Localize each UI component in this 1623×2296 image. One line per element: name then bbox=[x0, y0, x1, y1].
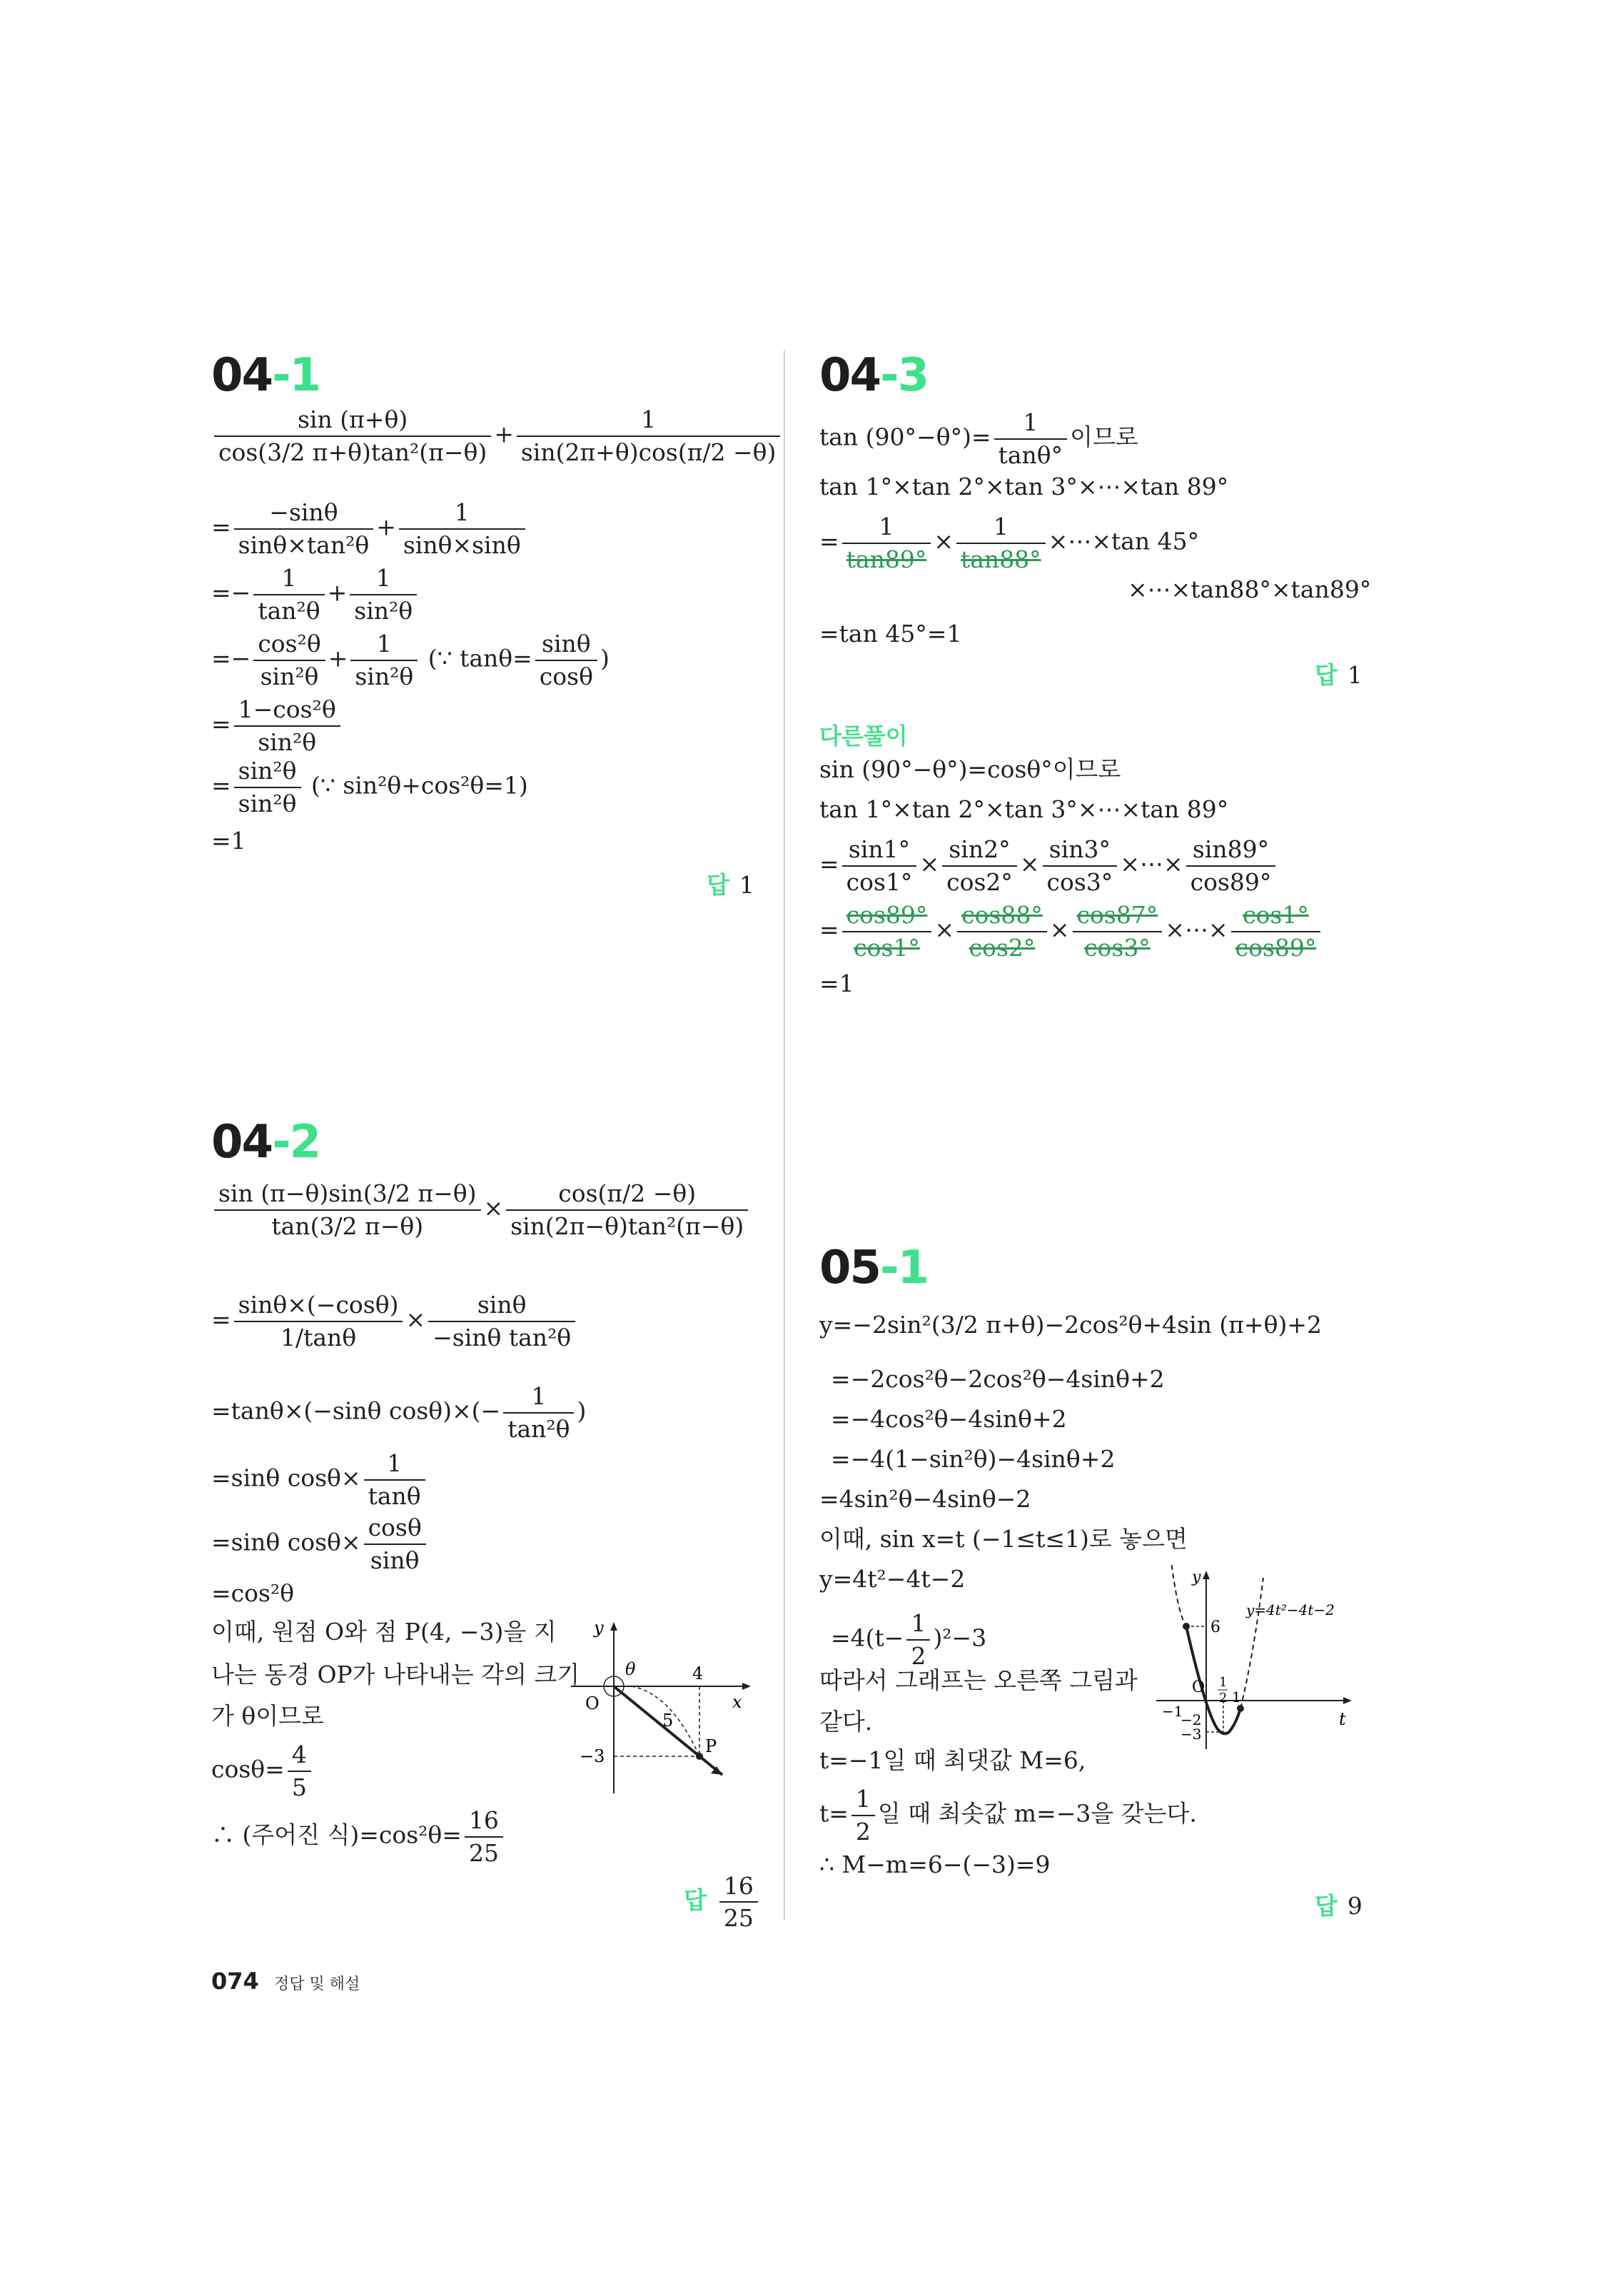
eq-051-11: t=−1일 때 최댓값 M=6, bbox=[819, 1746, 1086, 1774]
answer-043 bbox=[1315, 657, 1362, 690]
fraction bbox=[1073, 901, 1163, 962]
numerator: sin3° bbox=[1043, 835, 1118, 867]
graph-label-minus1: −1 bbox=[1162, 1703, 1183, 1720]
numerator: 1 bbox=[364, 1449, 425, 1481]
fraction bbox=[719, 1872, 758, 1932]
expression-tail: ×⋯×tan 45° bbox=[1048, 527, 1200, 555]
eq-051-2: =−2cos²θ−2cos²θ−4sinθ+2 bbox=[831, 1365, 1165, 1393]
fraction bbox=[364, 1449, 425, 1510]
denominator: −sinθ tan²θ bbox=[433, 1323, 572, 1351]
denominator: tan88° bbox=[961, 545, 1041, 573]
numerator: sin89° bbox=[1186, 835, 1276, 867]
heading-04-3 bbox=[819, 349, 929, 402]
y-arrow bbox=[610, 1622, 617, 1631]
answer-label: 답 bbox=[1315, 661, 1338, 689]
numerator: cos88° bbox=[957, 901, 1047, 932]
answer-value: 1 bbox=[739, 871, 754, 899]
eq-043-5: =tan 45°=1 bbox=[819, 620, 962, 648]
numerator: 1 bbox=[399, 498, 525, 530]
eq-042-7 bbox=[211, 1741, 314, 1801]
fraction bbox=[399, 498, 525, 559]
fraction bbox=[253, 630, 325, 690]
graph-label-6: 6 bbox=[1210, 1618, 1220, 1636]
graph-label-4: 4 bbox=[692, 1663, 704, 1683]
page-number: 074 bbox=[211, 1968, 259, 1995]
denominator: 1/tanθ bbox=[280, 1323, 357, 1351]
heading-dash: - bbox=[272, 349, 290, 402]
eq-051-1: y=−2sin²(3/2 π+θ)−2cos²θ+4sin (π+θ)+2 bbox=[819, 1311, 1322, 1339]
heading-05-1 bbox=[819, 1242, 929, 1294]
denominator: 5 bbox=[291, 1773, 307, 1801]
graph-label-minus3: −3 bbox=[1180, 1726, 1202, 1743]
numerator: sinθ bbox=[535, 630, 597, 661]
answer-label: 답 bbox=[684, 1886, 707, 1914]
denominator: tanθ° bbox=[998, 440, 1063, 469]
eq-042-8 bbox=[211, 1806, 506, 1867]
denominator: cos1° bbox=[854, 933, 920, 962]
answer-051 bbox=[1315, 1888, 1362, 1921]
numerator: 4 bbox=[288, 1741, 311, 1772]
numerator: 16 bbox=[465, 1806, 503, 1838]
numerator: 1 bbox=[994, 408, 1068, 440]
numerator: cos²θ bbox=[253, 630, 325, 661]
numerator: 1 bbox=[851, 1785, 875, 1816]
heading-number: 05 bbox=[819, 1242, 881, 1294]
y-arrow bbox=[1203, 1571, 1210, 1579]
fraction bbox=[364, 1514, 426, 1574]
parabola-dashed-left bbox=[1171, 1564, 1186, 1626]
fraction bbox=[234, 695, 340, 756]
eq-041-4: =− $\frac{\text{cos²θ}}{\text{sin²θ}}$ + $\frac{1}{\text{sin²θ}}$ (∵ tanθ= $\frac{\sin\theta}{\cos\theta}$ ) bbox=[211, 630, 610, 690]
graph-label-y: y bbox=[1192, 1569, 1201, 1586]
numerator: cos87° bbox=[1073, 901, 1163, 932]
fraction bbox=[350, 630, 418, 690]
eq-041-1: $\frac{\sin (\pi+\theta)}{\text{cos(3/2 π+θ)tan²(π−θ)}}$ + $\frac{1}{\sin(2\pi+\theta)\cos(\pi/2 -\theta)}$ bbox=[211, 406, 783, 466]
numerator: sin (π+θ) bbox=[214, 406, 491, 437]
fraction bbox=[956, 513, 1046, 573]
numerator: 1 bbox=[350, 630, 418, 661]
numerator: cos(π/2 −θ) bbox=[506, 1179, 748, 1211]
denominator: sin(2π−θ)tan²(π−θ) bbox=[510, 1212, 744, 1240]
parabola-graph bbox=[1149, 1564, 1363, 1771]
fraction bbox=[1043, 835, 1118, 896]
fraction bbox=[851, 1785, 875, 1846]
answer-042 bbox=[684, 1872, 761, 1932]
answer-label: 답 bbox=[707, 871, 729, 899]
fraction bbox=[1186, 835, 1276, 896]
numerator: −sinθ bbox=[234, 498, 374, 530]
denominator: sin(2π+θ)cos(π/2 −θ) bbox=[520, 438, 777, 466]
denominator: cosθ bbox=[539, 662, 593, 690]
numerator: 1 bbox=[253, 564, 324, 595]
heading-sub: 1 bbox=[289, 349, 320, 402]
point-p bbox=[696, 1753, 703, 1760]
denominator: sinθ×tan²θ bbox=[238, 530, 370, 559]
footer-title: 정답 및 해설 bbox=[274, 1975, 360, 1993]
denominator: tan²θ bbox=[507, 1414, 570, 1443]
denominator: cos89° bbox=[1235, 933, 1317, 962]
fraction bbox=[1231, 901, 1321, 962]
numerator: cos1° bbox=[1231, 901, 1321, 932]
denominator: cos(3/2 π+θ)tan²(π−θ) bbox=[218, 438, 487, 466]
heading-04-1 bbox=[211, 349, 320, 402]
graph-label-half-n: 1 bbox=[1219, 1675, 1228, 1690]
alt-043-4: = $\frac{\cos 89^\circ}{\cos 1^\circ}$ × $\frac{\cos 88^\circ}{\cos 2^\circ}$ × $\frac{\cos 87^\circ}{\cos 3^\circ}$ ×⋯× $\frac{\cos 1^\circ}{\cos 89^\circ}$ bbox=[819, 901, 1323, 962]
numerator: 16 bbox=[719, 1872, 758, 1903]
numerator: 1 bbox=[956, 513, 1046, 544]
denominator: tan(3/2 π−θ) bbox=[271, 1212, 424, 1240]
fraction bbox=[465, 1806, 503, 1867]
heading-sub: 3 bbox=[897, 349, 929, 402]
eq-051-13: ∴ M−m=6−(−3)=9 bbox=[819, 1851, 1051, 1878]
fraction bbox=[234, 1291, 403, 1351]
denominator: cos89° bbox=[1190, 867, 1272, 896]
denominator: tanθ bbox=[368, 1481, 421, 1510]
denominator: cos3° bbox=[1084, 933, 1151, 962]
fraction bbox=[994, 408, 1068, 469]
numerator: sin²θ bbox=[234, 757, 301, 788]
eq-042-1: $\frac{\sin (\pi-\theta)\sin(3/2 \pi-\theta)}{\tan(3/2 \pi-\theta)}$ × $\frac{\cos(\pi/2 -\theta)}{\text{sin(2π−θ)tan²(π−θ)}}$ bbox=[211, 1179, 751, 1240]
numerator: 1 bbox=[906, 1609, 930, 1641]
numerator: sin1° bbox=[842, 835, 917, 867]
graph-label-o: O bbox=[585, 1693, 600, 1713]
eq-041-3: =− $\frac{1}{\text{tan²θ}}$ + $\frac{1}{\text{sin²θ}}$ bbox=[211, 564, 420, 625]
expression: cosθ= bbox=[211, 1755, 285, 1783]
heading-sub: 2 bbox=[289, 1116, 320, 1169]
note: (∵ tanθ= bbox=[428, 644, 532, 673]
end-point bbox=[1237, 1705, 1244, 1712]
graph-label-theta: θ bbox=[625, 1659, 636, 1679]
eq-051-7: y=4t²−4t−2 bbox=[819, 1565, 966, 1593]
column-divider bbox=[784, 350, 785, 1920]
fraction bbox=[234, 757, 301, 817]
denominator: sin²θ bbox=[260, 662, 319, 690]
t-arrow bbox=[1343, 1697, 1352, 1704]
expression: =sinθ cosθ× bbox=[211, 1464, 361, 1492]
fraction bbox=[942, 835, 1017, 896]
heading-dash: - bbox=[880, 349, 898, 402]
heading-dash: - bbox=[880, 1242, 898, 1294]
answer-value: 9 bbox=[1347, 1892, 1362, 1920]
eq-042-3: =tanθ×(−sinθ cosθ)×(− $\frac{1}{\text{tan²θ}}$ ) bbox=[211, 1382, 587, 1443]
denominator: 2 bbox=[911, 1641, 926, 1670]
text-042-2: 나는 동경 OP가 나타내는 각의 크기 bbox=[211, 1661, 580, 1688]
heading-number: 04 bbox=[819, 349, 881, 402]
graph-label-x: x bbox=[732, 1692, 742, 1712]
note: (∵ sin²θ+cos²θ=1) bbox=[311, 771, 528, 800]
fraction bbox=[957, 901, 1047, 962]
alt-solution-title: 다른풀이 bbox=[819, 722, 908, 750]
expression-tail: )²−3 bbox=[933, 1623, 987, 1652]
eq-051-8 bbox=[831, 1609, 986, 1670]
alt-043-2: tan 1°×tan 2°×tan 3°×⋯×tan 89° bbox=[819, 795, 1229, 823]
denominator: sinθ×sinθ bbox=[403, 530, 521, 559]
denominator: sinθ bbox=[370, 1546, 420, 1574]
denominator: 25 bbox=[468, 1838, 499, 1867]
numerator: 1 bbox=[842, 513, 931, 544]
graph-label-t: t bbox=[1339, 1709, 1346, 1729]
angle-graph bbox=[564, 1615, 757, 1808]
eq-043-3: = $\frac{1}{\tan 89^\circ}$ × $\frac{1}{\tan 88^\circ}$ ×⋯×tan 45° bbox=[819, 513, 1200, 573]
fraction bbox=[506, 1179, 748, 1240]
numerator: cos89° bbox=[842, 901, 932, 932]
ray-op bbox=[614, 1686, 722, 1775]
expression: =4(t− bbox=[831, 1623, 904, 1652]
expression: t= bbox=[819, 1799, 849, 1828]
fraction bbox=[234, 498, 374, 559]
eq-051-3: =−4cos²θ−4sinθ+2 bbox=[831, 1405, 1067, 1433]
eq-051-6: 이때, sin x=t (−1≤t≤1)로 놓으면 bbox=[819, 1525, 1188, 1553]
numerator: sinθ bbox=[428, 1291, 575, 1322]
eq-051-10: 같다. bbox=[819, 1708, 873, 1736]
alt-043-1: sin (90°−θ°)=cosθ°이므로 bbox=[819, 755, 1121, 783]
eq-042-2: = $\frac{\sin\theta\times(-\cos\theta)}{1/\tan\theta}$ × $\frac{\sin\theta}{\text{−sinθ tan²θ}}$ bbox=[211, 1291, 578, 1351]
fraction bbox=[517, 406, 781, 466]
eq-041-5: = $\frac{\text{1−cos²θ}}{\text{sin²θ}}$ bbox=[211, 695, 343, 756]
fraction bbox=[288, 1741, 311, 1801]
eq-051-4: =−4(1−sin²θ)−4sinθ+2 bbox=[831, 1445, 1116, 1473]
numerator: 1−cos²θ bbox=[234, 695, 340, 727]
eq-042-6: =cos²θ bbox=[211, 1579, 295, 1607]
eq-043-4: ×⋯×tan88°×tan89° bbox=[1128, 575, 1372, 603]
fraction bbox=[350, 564, 417, 625]
expression: tan (90°−θ°)= bbox=[819, 423, 991, 451]
numerator: sinθ×(−cosθ) bbox=[234, 1291, 403, 1322]
text-042-3: 가 θ이므로 bbox=[211, 1702, 324, 1730]
graph-label-minus2: −2 bbox=[1180, 1711, 1202, 1728]
heading-number: 04 bbox=[211, 349, 273, 402]
graph-label-half-d: 2 bbox=[1219, 1691, 1228, 1706]
x-arrow bbox=[742, 1683, 751, 1690]
fraction bbox=[842, 835, 917, 896]
fraction bbox=[253, 564, 324, 625]
eq-051-12 bbox=[819, 1785, 1197, 1846]
eq-043-1 bbox=[819, 408, 1138, 469]
eq-041-7: =1 bbox=[211, 827, 246, 855]
fraction bbox=[906, 1609, 930, 1670]
graph-label-1: 1 bbox=[1232, 1688, 1241, 1706]
denominator: sin²θ bbox=[355, 662, 414, 690]
eq-042-5 bbox=[211, 1514, 429, 1574]
eq-051-5: =4sin²θ−4sinθ−2 bbox=[819, 1485, 1031, 1513]
denominator: cos3° bbox=[1046, 867, 1113, 896]
graph-label-5: 5 bbox=[662, 1711, 674, 1731]
denominator: tan²θ bbox=[258, 596, 320, 625]
eq-041-6: = $\frac{\text{sin²θ}}{\text{sin²θ}}$ (∵ sin²θ+cos²θ=1) bbox=[211, 757, 528, 817]
fraction bbox=[214, 406, 491, 466]
heading-number: 04 bbox=[211, 1116, 273, 1169]
numerator: 1 bbox=[517, 406, 781, 437]
numerator: cosθ bbox=[364, 1514, 426, 1545]
answer-label: 답 bbox=[1315, 1892, 1338, 1920]
eq-042-4 bbox=[211, 1449, 428, 1510]
eq-051-9: 따라서 그래프는 오른쪽 그림과 bbox=[819, 1666, 1138, 1694]
denominator: sin²θ bbox=[258, 727, 317, 756]
answer-041 bbox=[707, 867, 754, 900]
denominator: cos1° bbox=[846, 867, 913, 896]
expression-tail: 일 때 최솟값 m=−3을 갖는다. bbox=[877, 1799, 1197, 1828]
parabola-dashed-right bbox=[1240, 1578, 1263, 1708]
graph-curve-label: y=4t²−4t−2 bbox=[1246, 1601, 1335, 1618]
denominator: sin²θ bbox=[354, 596, 413, 625]
numerator: 1 bbox=[503, 1382, 574, 1414]
denominator: cos2° bbox=[969, 933, 1036, 962]
expression: =sinθ cosθ× bbox=[211, 1528, 361, 1556]
answer-value: 1 bbox=[1347, 661, 1362, 689]
denominator: 25 bbox=[723, 1904, 754, 1932]
expression-tail: 이므로 bbox=[1070, 423, 1138, 451]
heading-dash: - bbox=[272, 1116, 290, 1169]
heading-sub: 1 bbox=[897, 1242, 929, 1294]
fraction bbox=[842, 513, 931, 573]
denominator: tan89° bbox=[846, 545, 927, 573]
alt-043-5: =1 bbox=[819, 970, 854, 997]
fraction bbox=[503, 1382, 574, 1443]
expression: ∴ (주어진 식)=cos²θ= bbox=[211, 1821, 462, 1849]
fraction bbox=[842, 901, 932, 962]
graph-label-p: P bbox=[705, 1736, 717, 1756]
text-042-1: 이때, 원점 O와 점 P(4, −3)을 지 bbox=[211, 1618, 557, 1646]
numerator: sin (π−θ)sin(3/2 π−θ) bbox=[214, 1179, 481, 1211]
eq-041-2: = $\frac{-\sin\theta}{\text{sinθ×tan²θ}}$ + $\frac{1}{\sin\theta\times\sin\theta}$ bbox=[211, 498, 528, 559]
numerator: 1 bbox=[350, 564, 417, 595]
graph-label-minus3: −3 bbox=[580, 1746, 605, 1766]
graph-label-y: y bbox=[594, 1618, 604, 1638]
denominator: cos2° bbox=[946, 867, 1013, 896]
denominator: sin²θ bbox=[238, 789, 297, 817]
fraction bbox=[535, 630, 597, 690]
alt-043-3: = $\frac{\sin 1^\circ}{\cos 1^\circ}$ × $\frac{\sin 2^\circ}{\cos 2^\circ}$ × $\frac{\sin 3^\circ}{\cos 3^\circ}$ ×⋯× $\frac{\sin 89^\circ}{\cos 89^\circ}$ bbox=[819, 835, 1278, 896]
fraction bbox=[214, 1179, 481, 1240]
expression: =tanθ×(−sinθ cosθ)×(− bbox=[211, 1396, 501, 1425]
heading-04-2 bbox=[211, 1116, 320, 1169]
graph-label-o: O bbox=[1192, 1678, 1205, 1696]
numerator: sin2° bbox=[942, 835, 1017, 867]
eq-043-2: tan 1°×tan 2°×tan 3°×⋯×tan 89° bbox=[819, 473, 1229, 500]
fraction bbox=[428, 1291, 575, 1351]
denominator: 2 bbox=[855, 1817, 871, 1846]
